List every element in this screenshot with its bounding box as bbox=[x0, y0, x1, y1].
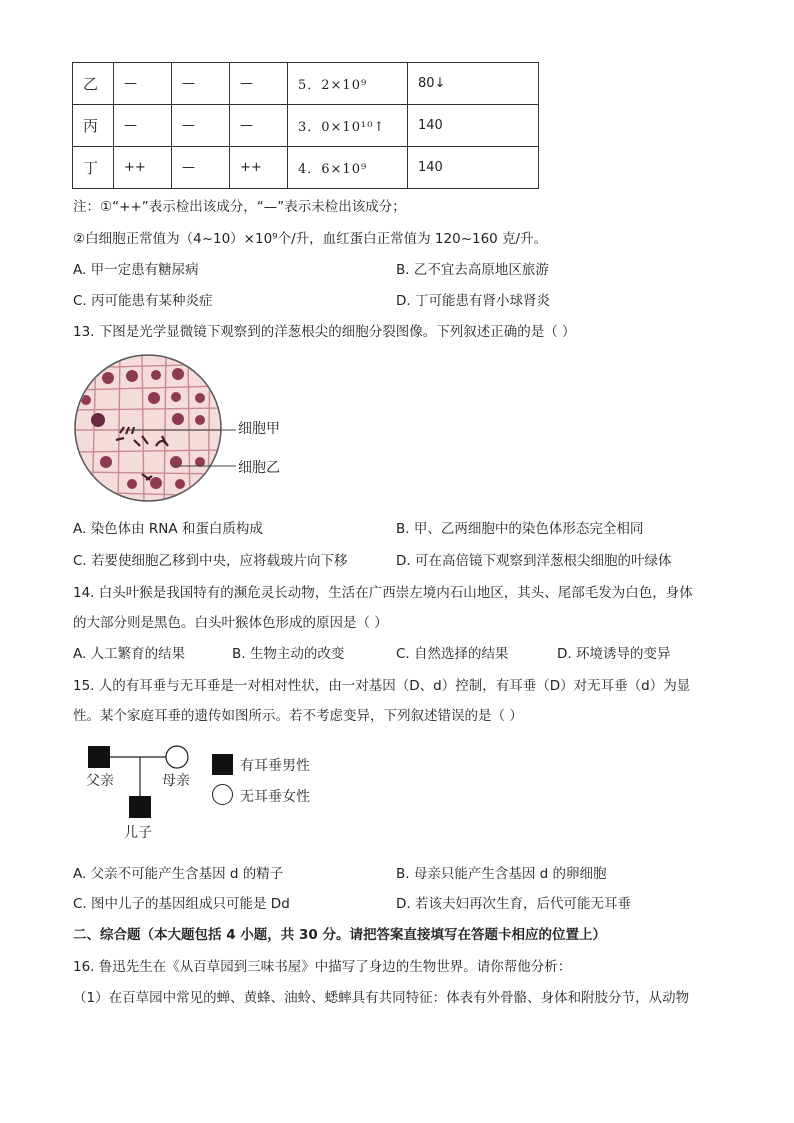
q16-stem: 16. 鲁迅先生在《从百草园到三味书屋》中描写了身边的生物世界。请你帮他分析： bbox=[73, 959, 572, 975]
q12-option-c: C. 丙可能患有某种炎症 bbox=[73, 293, 213, 309]
legend-female-label: 无耳垂女性 bbox=[240, 789, 310, 805]
table-cell: 丙 bbox=[73, 105, 114, 147]
q15-option-b: B. 母亲只能产生含基因 d 的卵细胞 bbox=[396, 866, 607, 882]
table-cell: ++ bbox=[230, 147, 288, 189]
label-mother: 母亲 bbox=[162, 773, 190, 789]
table-note-2: ②白细胞正常值为（4~10）×10⁹个/升，血红蛋白正常值为 120~160 克/升。 bbox=[73, 231, 548, 247]
q14-option-d: D. 环境诱导的变异 bbox=[557, 646, 671, 662]
label-cell-jia: 细胞甲 bbox=[238, 421, 280, 437]
table-note-1: 注：①“++”表示检出该成分，“—”表示未检出该成分； bbox=[73, 199, 406, 215]
q14-option-a: A. 人工繁育的结果 bbox=[73, 646, 186, 662]
table-cell: 80↓ bbox=[408, 63, 539, 105]
table-cell: 140 bbox=[408, 105, 539, 147]
table-row bbox=[73, 63, 539, 105]
q15-option-a: A. 父亲不可能产生含基因 d 的精子 bbox=[73, 866, 284, 882]
q14-stem-line2: 的大部分则是黑色。白头叶猴体色形成的原因是（ ） bbox=[73, 615, 388, 631]
label-father: 父亲 bbox=[86, 773, 114, 789]
blood-test-table bbox=[72, 62, 539, 189]
q16-part1: （1）在百草园中常见的蝉、黄蜂、油蛉、蟋蟀具有共同特征：体表有外骨骼、身体和附肢分节，从动物 bbox=[73, 990, 690, 1006]
legend-female-symbol bbox=[212, 784, 233, 805]
son-symbol bbox=[129, 796, 151, 818]
q13-option-b: B. 甲、乙两细胞中的染色体形态完全相同 bbox=[396, 521, 644, 537]
table-row bbox=[73, 147, 539, 189]
q15-stem-line2: 性。某个家庭耳垂的遗传如图所示。若不考虑变异，下列叙述错误的是（ ） bbox=[73, 708, 523, 724]
q14-stem-line1: 14. 白头叶猴是我国特有的濒危灵长动物，生活在广西崇左境内石山地区，其头、尾部毛发为白色，身体 bbox=[73, 585, 693, 601]
q12-option-a: A. 甲一定患有糖尿病 bbox=[73, 262, 199, 278]
q13-option-d: D. 可在高倍镜下观察到洋葱根尖细胞的叶绿体 bbox=[396, 553, 672, 569]
q13-option-a: A. 染色体由 RNA 和蛋白质构成 bbox=[73, 521, 263, 537]
table-cell: 3．0×10¹⁰↑ bbox=[288, 105, 408, 147]
table-cell: 140 bbox=[408, 147, 539, 189]
table-cell: — bbox=[230, 63, 288, 105]
q15-stem-line1: 15. 人的有耳垂与无耳垂是一对相对性状，由一对基因（D、d）控制，有耳垂（D）对无耳垂（d）为显 bbox=[73, 678, 691, 694]
table-cell: — bbox=[172, 105, 230, 147]
label-son: 儿子 bbox=[124, 825, 152, 841]
table-row bbox=[73, 105, 539, 147]
q12-option-d: D. 丁可能患有肾小球肾炎 bbox=[396, 293, 550, 309]
q15-option-d: D. 若该夫妇再次生育，后代可能无耳垂 bbox=[396, 896, 631, 912]
table-cell: 乙 bbox=[73, 63, 114, 105]
table-cell: — bbox=[114, 63, 172, 105]
q13-option-c: C. 若要使细胞乙移到中央，应将载玻片向下移 bbox=[73, 553, 348, 569]
table-cell: — bbox=[172, 147, 230, 189]
table-cell: 5．2×10⁹ bbox=[288, 63, 408, 105]
q13-stem: 13. 下图是光学显微镜下观察到的洋葱根尖的细胞分裂图像。下列叙述正确的是（ ） bbox=[73, 324, 576, 340]
table-cell: — bbox=[172, 63, 230, 105]
mother-symbol bbox=[166, 746, 188, 768]
q15-option-c: C. 图中儿子的基因组成只可能是 Dd bbox=[73, 896, 290, 912]
q14-option-b: B. 生物主动的改变 bbox=[232, 646, 345, 662]
table-cell: — bbox=[114, 105, 172, 147]
legend-male-symbol bbox=[212, 754, 233, 775]
father-symbol bbox=[88, 746, 110, 768]
q12-option-b: B. 乙不宜去高原地区旅游 bbox=[396, 262, 549, 278]
table-cell: ++ bbox=[114, 147, 172, 189]
label-cell-yi: 细胞乙 bbox=[238, 460, 280, 476]
table-cell: 丁 bbox=[73, 147, 114, 189]
legend-male-label: 有耳垂男性 bbox=[240, 758, 310, 774]
table-cell: 4．6×10⁹ bbox=[288, 147, 408, 189]
table-cell: — bbox=[230, 105, 288, 147]
q14-option-c: C. 自然选择的结果 bbox=[396, 646, 509, 662]
section-heading: 二、综合题（本大题包括 4 小题，共 30 分。请把答案直接填写在答题卡相应的位置上） bbox=[73, 927, 606, 943]
